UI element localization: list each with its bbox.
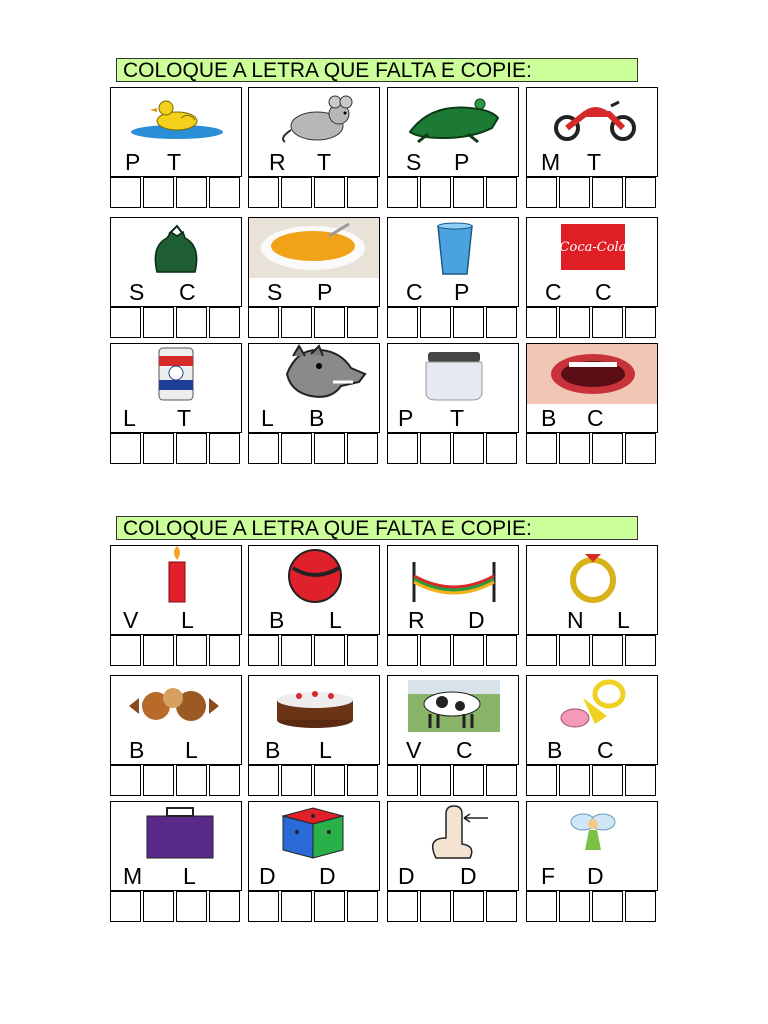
pacifier-icon (526, 675, 658, 737)
answer-box[interactable] (314, 765, 345, 796)
answer-boxes (110, 433, 242, 465)
finger-icon (387, 801, 519, 863)
soup-bowl-icon (248, 217, 380, 279)
answer-box[interactable] (176, 891, 207, 922)
answer-box[interactable] (281, 891, 312, 922)
answer-box[interactable] (453, 433, 484, 464)
answer-box[interactable] (486, 177, 517, 208)
letter: L (261, 405, 274, 431)
answer-box[interactable] (420, 433, 451, 464)
answer-box[interactable] (176, 307, 207, 338)
answer-box[interactable] (209, 307, 240, 338)
letter: D (468, 607, 485, 633)
answer-box[interactable] (110, 635, 141, 666)
answer-boxes (387, 177, 519, 209)
answer-box[interactable] (347, 635, 378, 666)
answer-box[interactable] (281, 307, 312, 338)
letters-row (248, 404, 380, 433)
answer-box[interactable] (281, 433, 312, 464)
answer-box[interactable] (420, 891, 451, 922)
garbage-bag-icon (110, 217, 242, 279)
answer-box[interactable] (248, 307, 279, 338)
letter: C (595, 279, 612, 305)
letter: S (406, 149, 422, 175)
answer-boxes (248, 433, 380, 465)
letter: L (181, 607, 194, 633)
answer-box[interactable] (347, 765, 378, 796)
answer-boxes (387, 765, 519, 797)
letter: B (269, 607, 285, 633)
letter: M (123, 863, 143, 889)
answer-box[interactable] (314, 307, 345, 338)
answer-box[interactable] (592, 765, 623, 796)
letters-row (387, 862, 519, 891)
answer-box[interactable] (420, 177, 451, 208)
letters-row (526, 606, 658, 635)
cow-icon (387, 675, 519, 737)
answer-box[interactable] (486, 307, 517, 338)
answer-box[interactable] (526, 177, 557, 208)
answer-box[interactable] (143, 765, 174, 796)
answer-box[interactable] (625, 177, 656, 208)
answer-box[interactable] (110, 307, 141, 338)
answer-box[interactable] (420, 307, 451, 338)
letters-row (248, 278, 380, 307)
answer-box[interactable] (592, 635, 623, 666)
answer-box[interactable] (281, 765, 312, 796)
answer-box[interactable] (592, 433, 623, 464)
answer-box[interactable] (347, 433, 378, 464)
letter: D (259, 863, 276, 889)
answer-box[interactable] (625, 635, 656, 666)
answer-box[interactable] (486, 765, 517, 796)
letters-row (110, 862, 242, 891)
answer-box[interactable] (526, 765, 557, 796)
answer-box[interactable] (625, 433, 656, 464)
answer-boxes (387, 307, 519, 339)
answer-box[interactable] (526, 307, 557, 338)
answer-box[interactable] (248, 177, 279, 208)
answer-box[interactable] (143, 433, 174, 464)
answer-boxes (387, 433, 519, 465)
worksheet-section (110, 516, 658, 926)
letters-row (387, 404, 519, 433)
letters-row (526, 862, 658, 891)
letters-row (387, 278, 519, 307)
letter: L (319, 737, 332, 763)
letter: S (129, 279, 145, 305)
answer-boxes (387, 891, 519, 923)
answer-box[interactable] (486, 433, 517, 464)
letter: T (317, 149, 332, 175)
answer-box[interactable] (347, 177, 378, 208)
answer-box[interactable] (209, 433, 240, 464)
letters-row (110, 278, 242, 307)
letter: T (167, 149, 182, 175)
answer-boxes (248, 307, 380, 339)
jar-icon (387, 343, 519, 405)
letter: B (129, 737, 145, 763)
answer-box[interactable] (420, 635, 451, 666)
answer-box[interactable] (110, 433, 141, 464)
candle-icon (110, 545, 242, 607)
answer-box[interactable] (559, 635, 590, 666)
answer-box[interactable] (526, 635, 557, 666)
answer-box[interactable] (387, 891, 418, 922)
letter: C (406, 279, 423, 305)
answer-box[interactable] (453, 177, 484, 208)
answer-box[interactable] (176, 177, 207, 208)
letter: M (541, 149, 561, 175)
answer-box[interactable] (314, 891, 345, 922)
answer-boxes (248, 635, 380, 667)
letter: D (398, 863, 415, 889)
answer-box[interactable] (314, 177, 345, 208)
answer-box[interactable] (209, 765, 240, 796)
letters-row (248, 862, 380, 891)
answer-box[interactable] (248, 891, 279, 922)
answer-box[interactable] (592, 177, 623, 208)
letters-row (248, 606, 380, 635)
answer-box[interactable] (453, 307, 484, 338)
fairy-icon (526, 801, 658, 863)
answer-boxes (526, 433, 658, 465)
answer-box[interactable] (248, 635, 279, 666)
frog-icon (387, 87, 519, 149)
answer-boxes (110, 307, 242, 339)
ring-icon (526, 545, 658, 607)
answer-boxes (248, 891, 380, 923)
ball-icon (248, 545, 380, 607)
answer-box[interactable] (559, 433, 590, 464)
answer-boxes (248, 765, 380, 797)
answer-box[interactable] (592, 307, 623, 338)
suitcase-icon (110, 801, 242, 863)
duck-icon (110, 87, 242, 149)
letter: T (450, 405, 465, 431)
letter: T (177, 405, 192, 431)
answer-boxes (387, 635, 519, 667)
answer-boxes (110, 765, 242, 797)
cup-icon (387, 217, 519, 279)
answer-box[interactable] (486, 635, 517, 666)
answer-box[interactable] (143, 307, 174, 338)
letter: P (317, 279, 333, 305)
answer-box[interactable] (387, 307, 418, 338)
answer-box[interactable] (143, 635, 174, 666)
letters-row (248, 148, 380, 177)
answer-box[interactable] (314, 635, 345, 666)
answer-boxes (110, 177, 242, 209)
answer-box[interactable] (387, 433, 418, 464)
letter: S (267, 279, 283, 305)
answer-box[interactable] (176, 635, 207, 666)
letter: V (123, 607, 139, 633)
letter: P (454, 279, 470, 305)
answer-box[interactable] (176, 765, 207, 796)
letter: R (269, 149, 286, 175)
letter: D (460, 863, 477, 889)
letter: B (541, 405, 557, 431)
letter: L (185, 737, 198, 763)
letter: B (547, 737, 563, 763)
answer-box[interactable] (625, 765, 656, 796)
wolf-icon (248, 343, 380, 405)
coca-cola-logo-icon (526, 217, 658, 279)
pepsi-can-icon (110, 343, 242, 405)
letter: C (545, 279, 562, 305)
letter: L (617, 607, 630, 633)
answer-box[interactable] (625, 307, 656, 338)
letter: N (567, 607, 584, 633)
answer-box[interactable] (420, 765, 451, 796)
answer-box[interactable] (209, 891, 240, 922)
answer-boxes (526, 307, 658, 339)
letters-row (387, 148, 519, 177)
answer-box[interactable] (387, 177, 418, 208)
answer-box[interactable] (387, 635, 418, 666)
answer-box[interactable] (387, 765, 418, 796)
letter: C (587, 405, 604, 431)
letter: L (123, 405, 136, 431)
letters-row (526, 278, 658, 307)
letter: T (587, 149, 602, 175)
letter: L (329, 607, 342, 633)
answer-box[interactable] (526, 891, 557, 922)
letter: C (456, 737, 473, 763)
letters-row (110, 404, 242, 433)
answer-box[interactable] (559, 765, 590, 796)
letter: D (587, 863, 604, 889)
letter: V (406, 737, 422, 763)
letters-row (110, 736, 242, 765)
answer-box[interactable] (625, 891, 656, 922)
answer-boxes (526, 891, 658, 923)
mouse-icon (248, 87, 380, 149)
answer-box[interactable] (592, 891, 623, 922)
open-mouth-icon (526, 343, 658, 405)
dice-icon (248, 801, 380, 863)
letter: F (541, 863, 556, 889)
answer-boxes (526, 635, 658, 667)
answer-box[interactable] (281, 635, 312, 666)
answer-box[interactable] (453, 635, 484, 666)
hammock-icon (387, 545, 519, 607)
answer-box[interactable] (347, 307, 378, 338)
answer-boxes (526, 177, 658, 209)
letters-row (526, 148, 658, 177)
letter: P (125, 149, 141, 175)
letters-row (110, 606, 242, 635)
answer-box[interactable] (526, 433, 557, 464)
answer-box[interactable] (281, 177, 312, 208)
letters-row (526, 404, 658, 433)
letters-row (110, 148, 242, 177)
answer-boxes (248, 177, 380, 209)
answer-box[interactable] (209, 177, 240, 208)
answer-box[interactable] (209, 635, 240, 666)
letter: B (265, 737, 281, 763)
answer-box[interactable] (110, 177, 141, 208)
section-title: COLOQUE A LETRA QUE FALTA E COPIE: (116, 516, 638, 540)
letters-row (387, 736, 519, 765)
answer-box[interactable] (559, 307, 590, 338)
answer-boxes (526, 765, 658, 797)
answer-box[interactable] (143, 177, 174, 208)
letters-row (526, 736, 658, 765)
answer-box[interactable] (453, 765, 484, 796)
candies-icon (110, 675, 242, 737)
answer-box[interactable] (110, 765, 141, 796)
answer-box[interactable] (453, 891, 484, 922)
cake-icon (248, 675, 380, 737)
letter: D (319, 863, 336, 889)
answer-box[interactable] (248, 433, 279, 464)
answer-box[interactable] (559, 891, 590, 922)
answer-box[interactable] (347, 891, 378, 922)
answer-box[interactable] (110, 891, 141, 922)
letter: R (408, 607, 425, 633)
answer-box[interactable] (176, 433, 207, 464)
motorcycle-icon (526, 87, 658, 149)
worksheet-section (110, 58, 658, 468)
letter: P (398, 405, 414, 431)
answer-boxes (110, 635, 242, 667)
answer-box[interactable] (486, 891, 517, 922)
letter: C (597, 737, 614, 763)
answer-boxes (110, 891, 242, 923)
letters-row (387, 606, 519, 635)
letter: L (183, 863, 196, 889)
answer-box[interactable] (248, 765, 279, 796)
letter: C (179, 279, 196, 305)
letter: P (454, 149, 470, 175)
answer-box[interactable] (143, 891, 174, 922)
svg-text:Coca-Cola: Coca-Cola (559, 240, 627, 255)
letter: B (309, 405, 325, 431)
letters-row (248, 736, 380, 765)
section-title: COLOQUE A LETRA QUE FALTA E COPIE: (116, 58, 638, 82)
answer-box[interactable] (559, 177, 590, 208)
answer-box[interactable] (314, 433, 345, 464)
